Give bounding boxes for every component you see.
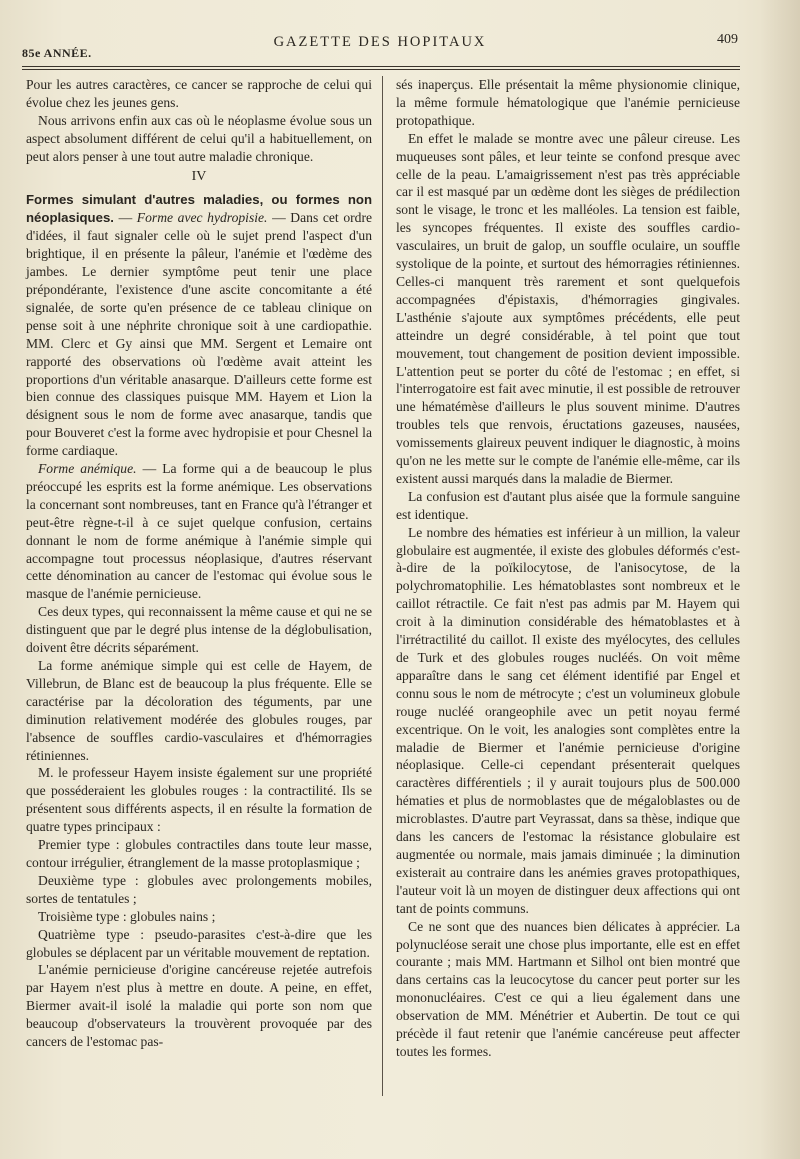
paragraph: Ces deux types, qui reconnaissent la même cause et qui ne se distinguent que par le degré plus intense de la déglobulisation, doivent être décrits séparément. bbox=[26, 604, 372, 656]
paragraph-text: — La forme qui a de beaucoup le plus préoccupé les esprits est la forme anémique. Les observations la concernant sont nombreuses, tant en France qu'à l'étranger et peut-être règne-t-il à ce sujet quelque confusion, certains donnant le nom de forme anémique à l'anémie simple qui accompagne tout processus néoplasique, d'autres réservant cette dénomination au cancer de l'estomac qui évolue sous le masque de l'anémie pernicieuse. bbox=[26, 461, 373, 602]
paragraph-text: — Dans cet ordre d'idées, il faut signaler celle où le sujet prend l'aspect d'un brightique, il en présente la pâleur, l'anémie et l'œdème des jambes. Le dernier symptôme peut tenir une place prépondérante, l'existence d'une ascite concomitante a été signalée, de sorte qu'en présence de ce tableau clinique on pense soit à une néphrite chronique soit à une cardiopathie. MM. Clerc et Gy ainsi que MM. Sergent et Lemaire ont rapporté des observations où l'œdème avait atteint les proportions d'un véritable anasarque. D'ailleurs cette forme est bien connue des classiques puisque MM. Hayem et Lion la désignent sous le nom de forme avec anasarque, tandis que pour Bouveret c'est la forme avec hydropisie et pour Chesnel la forme cardiaque. bbox=[26, 210, 373, 459]
paragraph: Troisième type : globules nains ; bbox=[38, 908, 216, 924]
page-number: 409 bbox=[717, 32, 738, 47]
subheading: Forme avec hydropisie. bbox=[136, 210, 268, 226]
page-header bbox=[22, 30, 738, 60]
section-heading: Formes simulant d'autres maladies, ou formes non néoplasiques. bbox=[26, 192, 372, 226]
paragraph: La forme anémique simple qui est celle de Hayem, de Villebrun, de Blanc est de beaucoup la plus fréquente. Elle se caractérise par la décoloration des téguments, par une diminution relativement modérée des globules rouges, par l'absence de souffles cardio-vasculaires et d'hémorragies rétiniennes. bbox=[26, 658, 372, 763]
paragraph: En effet le malade se montre avec une pâleur cireuse. Les muqueuses sont pâles, et leur teinte se confond presque avec celle de la peau. L'amaigrissement n'est pas très appréciable car il est masqué par un œdème dont les sièges de prédilection sont le visage, le tronc et les malléoles. La tension est faible, les syncopes fréquentes. Il existe des souffles cardio-vasculaires, un bruit de galop, un souffle oculaire, un souffle systolique de la pointe, et surtout des hémorragies rétiniennes. Celles-ci manquent très rarement et sont quelquefois accompagnées d'épistaxis, d'hémorragies gingivales. L'asthénie s'ajoute aux symptômes précédents, elle peut atteindre un degré considérable, à tel point que tout mouvement, tout changement de position devient impossible. L'attention peut se porter du côté de l'estomac ; en effet, si l'interrogatoire est fait avec minutie, il est possible de retrouver une hématémèse d'ailleurs le plus souvent minime. D'autres troubles tels que renvois, éructations gazeuses, nausées, vomissements glaireux peuvent indiquer le diagnostic, à moins qu'on ne les mette sur le compte de l'anémie elle-même, car ils existent aussi marqués dans la maladie de Biermer. bbox=[396, 130, 740, 486]
paragraph: La confusion est d'autant plus aisée que la formule sanguine est identique. bbox=[396, 488, 740, 522]
paragraph: Ce ne sont que des nuances bien délicates à apprécier. La polynucléose serait une chose plus importante, elle est en effet courante ; mais MM. Hartmann et Silhol ont bien montré que dans certains cas la leucocytose du cancer peut porter sur les mononucléaires. C'est ce qui a lieu également dans une observation de MM. Ménétrier et Aubertin. De tout ce qui précède il faut retenir que l'anémie cancéreuse peut affecter toutes les formes. bbox=[396, 918, 740, 1059]
paragraph: Nous arrivons enfin aux cas où le néoplasme évolue sous un aspect absolument différent de celui qu'il a habituellement, on peut alors penser à une tout autre maladie chronique. bbox=[26, 112, 372, 164]
volume-year: 85e ANNÉE. bbox=[22, 46, 92, 60]
page-edge-shadow bbox=[760, 0, 800, 1159]
section-number: IV bbox=[191, 168, 207, 184]
subheading: Forme anémique. bbox=[38, 461, 137, 477]
paragraph: M. le professeur Hayem insiste également sur une propriété que posséderaient les globules rouges : la contractilité. Ils se présentent sous différents aspects, il en résulte la formation de quatre types principaux : bbox=[26, 765, 372, 835]
dash: — bbox=[113, 210, 137, 226]
header-rule bbox=[22, 66, 740, 70]
paragraph: Premier type : globules contractiles dans toute leur masse, contour irrégulier, étranglement de la masse protoplasmique ; bbox=[26, 837, 372, 870]
paragraph bbox=[26, 191, 372, 460]
right-column bbox=[396, 76, 740, 1061]
journal-title: GAZETTE DES HOPITAUX bbox=[273, 34, 487, 50]
column-divider bbox=[382, 76, 383, 1096]
paragraph: Le nombre des hématies est inférieur à un million, la valeur globulaire est augmentée, il existe des globules déformés c'est-à-dire de la poïkilocytose, de l'anisocytose, de la polychromatophilie. Les hématoblastes sont nombreux et le caillot rétractile. Ce fait n'est pas admis par M. Hayem qui croit à la diminution considérable des hématoblastes et à l'irrétractilité du caillot. Il existe des myélocytes, des cellules de Turk et des globules rouges nucléés. On voit même apparaître dans le sang cet élément identifié par Engel et connu sous le nom de métrocyte ; c'est un volumineux globule rouge nucléé orangeophile avec un petit noyau fermé excentrique. On le voit, les analogies sont complètes entre la maladie de Biermer et l'anémie pernicieuse d'origine néoplasique. Celle-ci cependant présenterait quelques caractères différentiels ; il y aurait toujours plus de 500.000 hématies et plus de normoblastes que de mégaloblastes ou de microblastes. D'autre part Veyrassat, dans sa thèse, indique que dans les cancers de l'estomac la résistance globulaire est augmentée ou normale, mais jamais diminuée ; la diminution existerait au contraire dans les anémies graves protopathiques, l'auteur voit là un moyen de distinguer deux affections qui ont tant de points communs. bbox=[396, 524, 740, 916]
paragraph: Pour les autres caractères, ce cancer se rapproche de celui qui évolue chez les jeunes gens. bbox=[26, 77, 372, 110]
paragraph: sés inaperçus. Elle présentait la même physionomie clinique, la même formule hématologique que l'anémie pernicieuse protopathique. bbox=[396, 77, 740, 128]
paragraph: Deuxième type : globules avec prolongements mobiles, sortes de tentatules ; bbox=[26, 872, 372, 906]
paragraph: L'anémie pernicieuse d'origine cancéreuse rejetée autrefois par Hayem n'est plus à mettre en doute. A peine, en effet, Biermer avait-il isolé la maladie qui porte son nom que beaucoup d'observateurs la trouvèrent provoquée par des cancers de l'estomac pas- bbox=[26, 962, 372, 1050]
paragraph: Quatrième type : pseudo-parasites c'est-à-dire que les globules se déplacent par un véritable mouvement de reptation. bbox=[26, 926, 372, 960]
paragraph bbox=[26, 460, 372, 603]
left-column bbox=[26, 76, 372, 1051]
